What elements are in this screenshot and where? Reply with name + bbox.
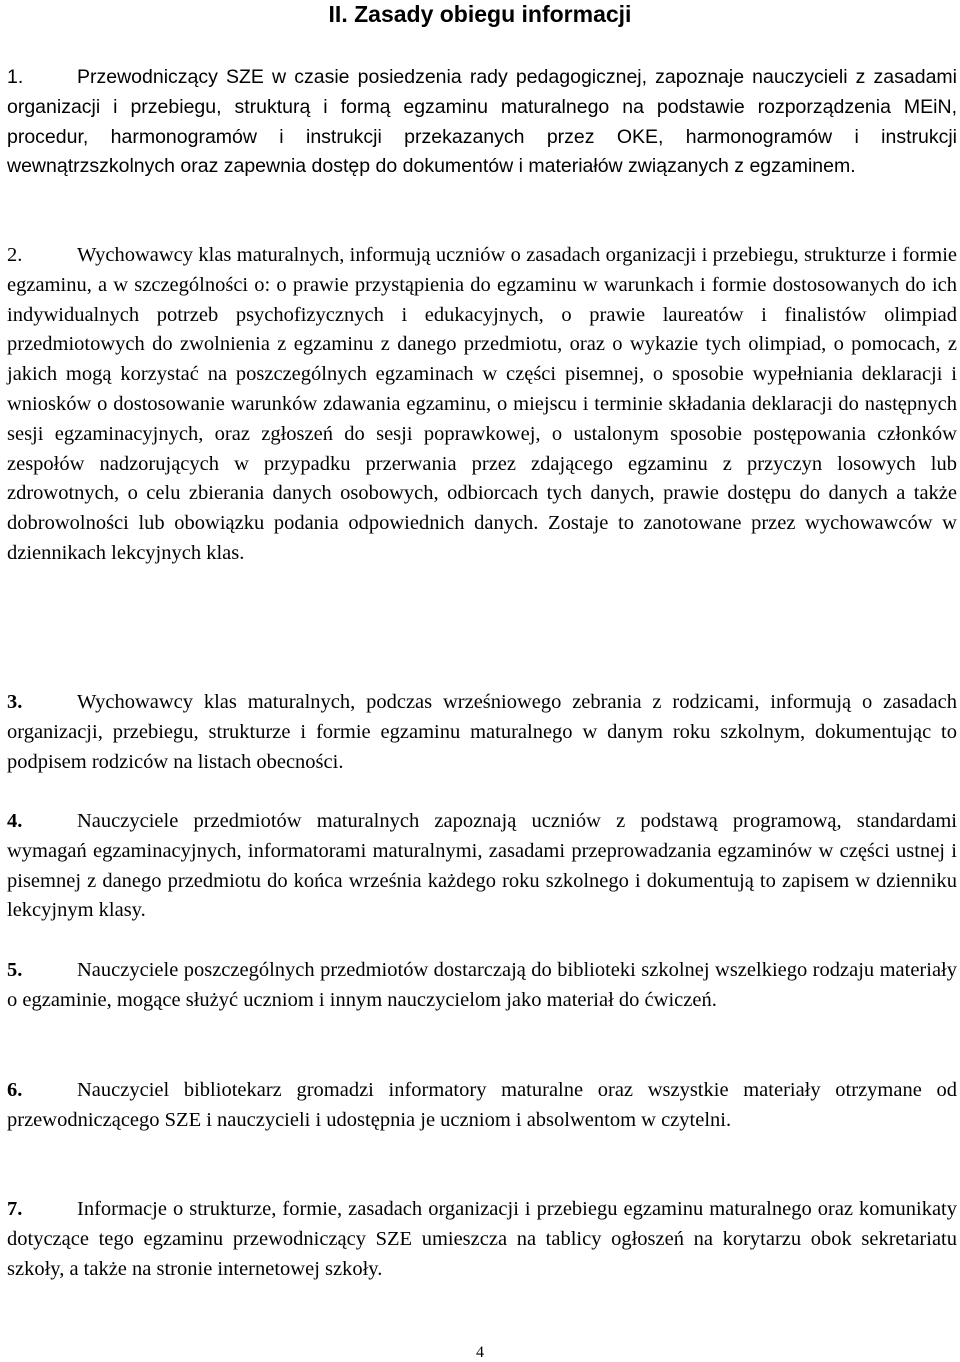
- paragraph-6: [7, 1076, 957, 1136]
- paragraph-number: 6.: [7, 1079, 23, 1101]
- paragraph-2: [7, 241, 957, 569]
- paragraph-number: 1.: [7, 66, 24, 88]
- paragraph-number: 3.: [7, 691, 23, 713]
- paragraph-text: Nauczyciel bibliotekarz gromadzi informatory maturalne oraz wszystkie materiały otrzymane od przewodniczącego SZE i nauczycieli i udostępnia je uczniom i absolwentom w czytelni.: [7, 1079, 957, 1131]
- paragraph-text: Informacje o strukturze, formie, zasadach organizacji i przebiegu egzaminu maturalnego oraz komunikaty dotyczące tego egzaminu przewodniczący SZE umieszcza na tablicy ogłoszeń na korytarzu obok sekretariatu szkoły, a także na stronie internetowej szkoły.: [7, 1198, 957, 1280]
- paragraph-number: 4.: [7, 810, 23, 832]
- paragraph-text: Nauczyciele przedmiotów maturalnych zapoznają uczniów z podstawą programową, standardami wymagań egzaminacyjnych, informatorami maturalnymi, zasadami przeprowadzania egzaminów w części ustnej i pisemnej z danego przedmiotu do końca września każdego roku szkolnego i dokumentują to zapisem w dzienniku lekcyjnym klasy.: [7, 810, 957, 922]
- paragraph-3: [7, 688, 957, 777]
- paragraph-5: [7, 956, 957, 1016]
- paragraph-number: 5.: [7, 959, 23, 981]
- paragraph-4: [7, 807, 957, 926]
- paragraph-1: [7, 63, 957, 182]
- paragraph-7: [7, 1195, 957, 1284]
- section-title: II. Zasady obiegu informacji: [328, 1, 632, 27]
- paragraph-text: Nauczyciele poszczególnych przedmiotów dostarczają do biblioteki szkolnej wszelkiego rodzaju materiały o egzaminie, mogące służyć uczniom i innym nauczycielom jako materiał do ćwiczeń.: [7, 959, 957, 1011]
- paragraph-text: Wychowawcy klas maturalnych, informują uczniów o zasadach organizacji i przebiegu, strukturze i formie egzaminu, a w szczególności o: o prawie przystąpienia do egzaminu w warunkach i formie dostosowanych do ich indywidualnych potrzeb psychofizycznych i edukacyjnych, o prawie laureatów i finalistów olimpiad przedmiotowych do zwolnienia z egzaminu z danego przedmiotu, oraz o wykazie tych olimpiad, o pomocach, z jakich mogą korzystać na poszczególnych egzaminach w części pisemnej, o sposobie wypełniania deklaracji i wniosków o dostosowanie warunków zdawania egzaminu, o miejscu i terminie składania deklaracji do następnych sesji egzaminacyjnych, oraz zgłoszeń do sesji poprawkowej, o ustalonym sposobie postępowania członków zespołów nadzorujących w przypadku przerwania przez zdającego egzaminu z przyczyn losowych lub zdrowotnych, o celu zbierania danych osobowych, odbiorcach tych danych, prawie dostępu do danych a także dobrowolności lub obowiązku podania odpowiednich danych. Zostaje to zanotowane przez wychowawców w dziennikach lekcyjnych klas.: [7, 244, 957, 564]
- paragraph-number: 7.: [7, 1198, 23, 1220]
- paragraph-number: 2.: [7, 244, 23, 266]
- page-number: 4: [476, 1344, 484, 1361]
- paragraph-text: Wychowawcy klas maturalnych, podczas wrześniowego zebrania z rodzicami, informują o zasadach organizacji, przebiegu, strukturze i formie egzaminu maturalnego w danym roku szkolnym, dokumentując to podpisem rodziców na listach obecności.: [7, 691, 957, 773]
- paragraph-text: Przewodniczący SZE w czasie posiedzenia rady pedagogicznej, zapoznaje nauczycieli z zasadami organizacji i przebiegu, strukturą i formą egzaminu maturalnego na podstawie rozporządzenia MEiN, procedur, harmonogramów i instrukcji przekazanych przez OKE, harmonogramów i instrukcji wewnątrzszkolnych oraz zapewnia dostęp do dokumentów i materiałów związanych z egzaminem.: [7, 66, 957, 178]
